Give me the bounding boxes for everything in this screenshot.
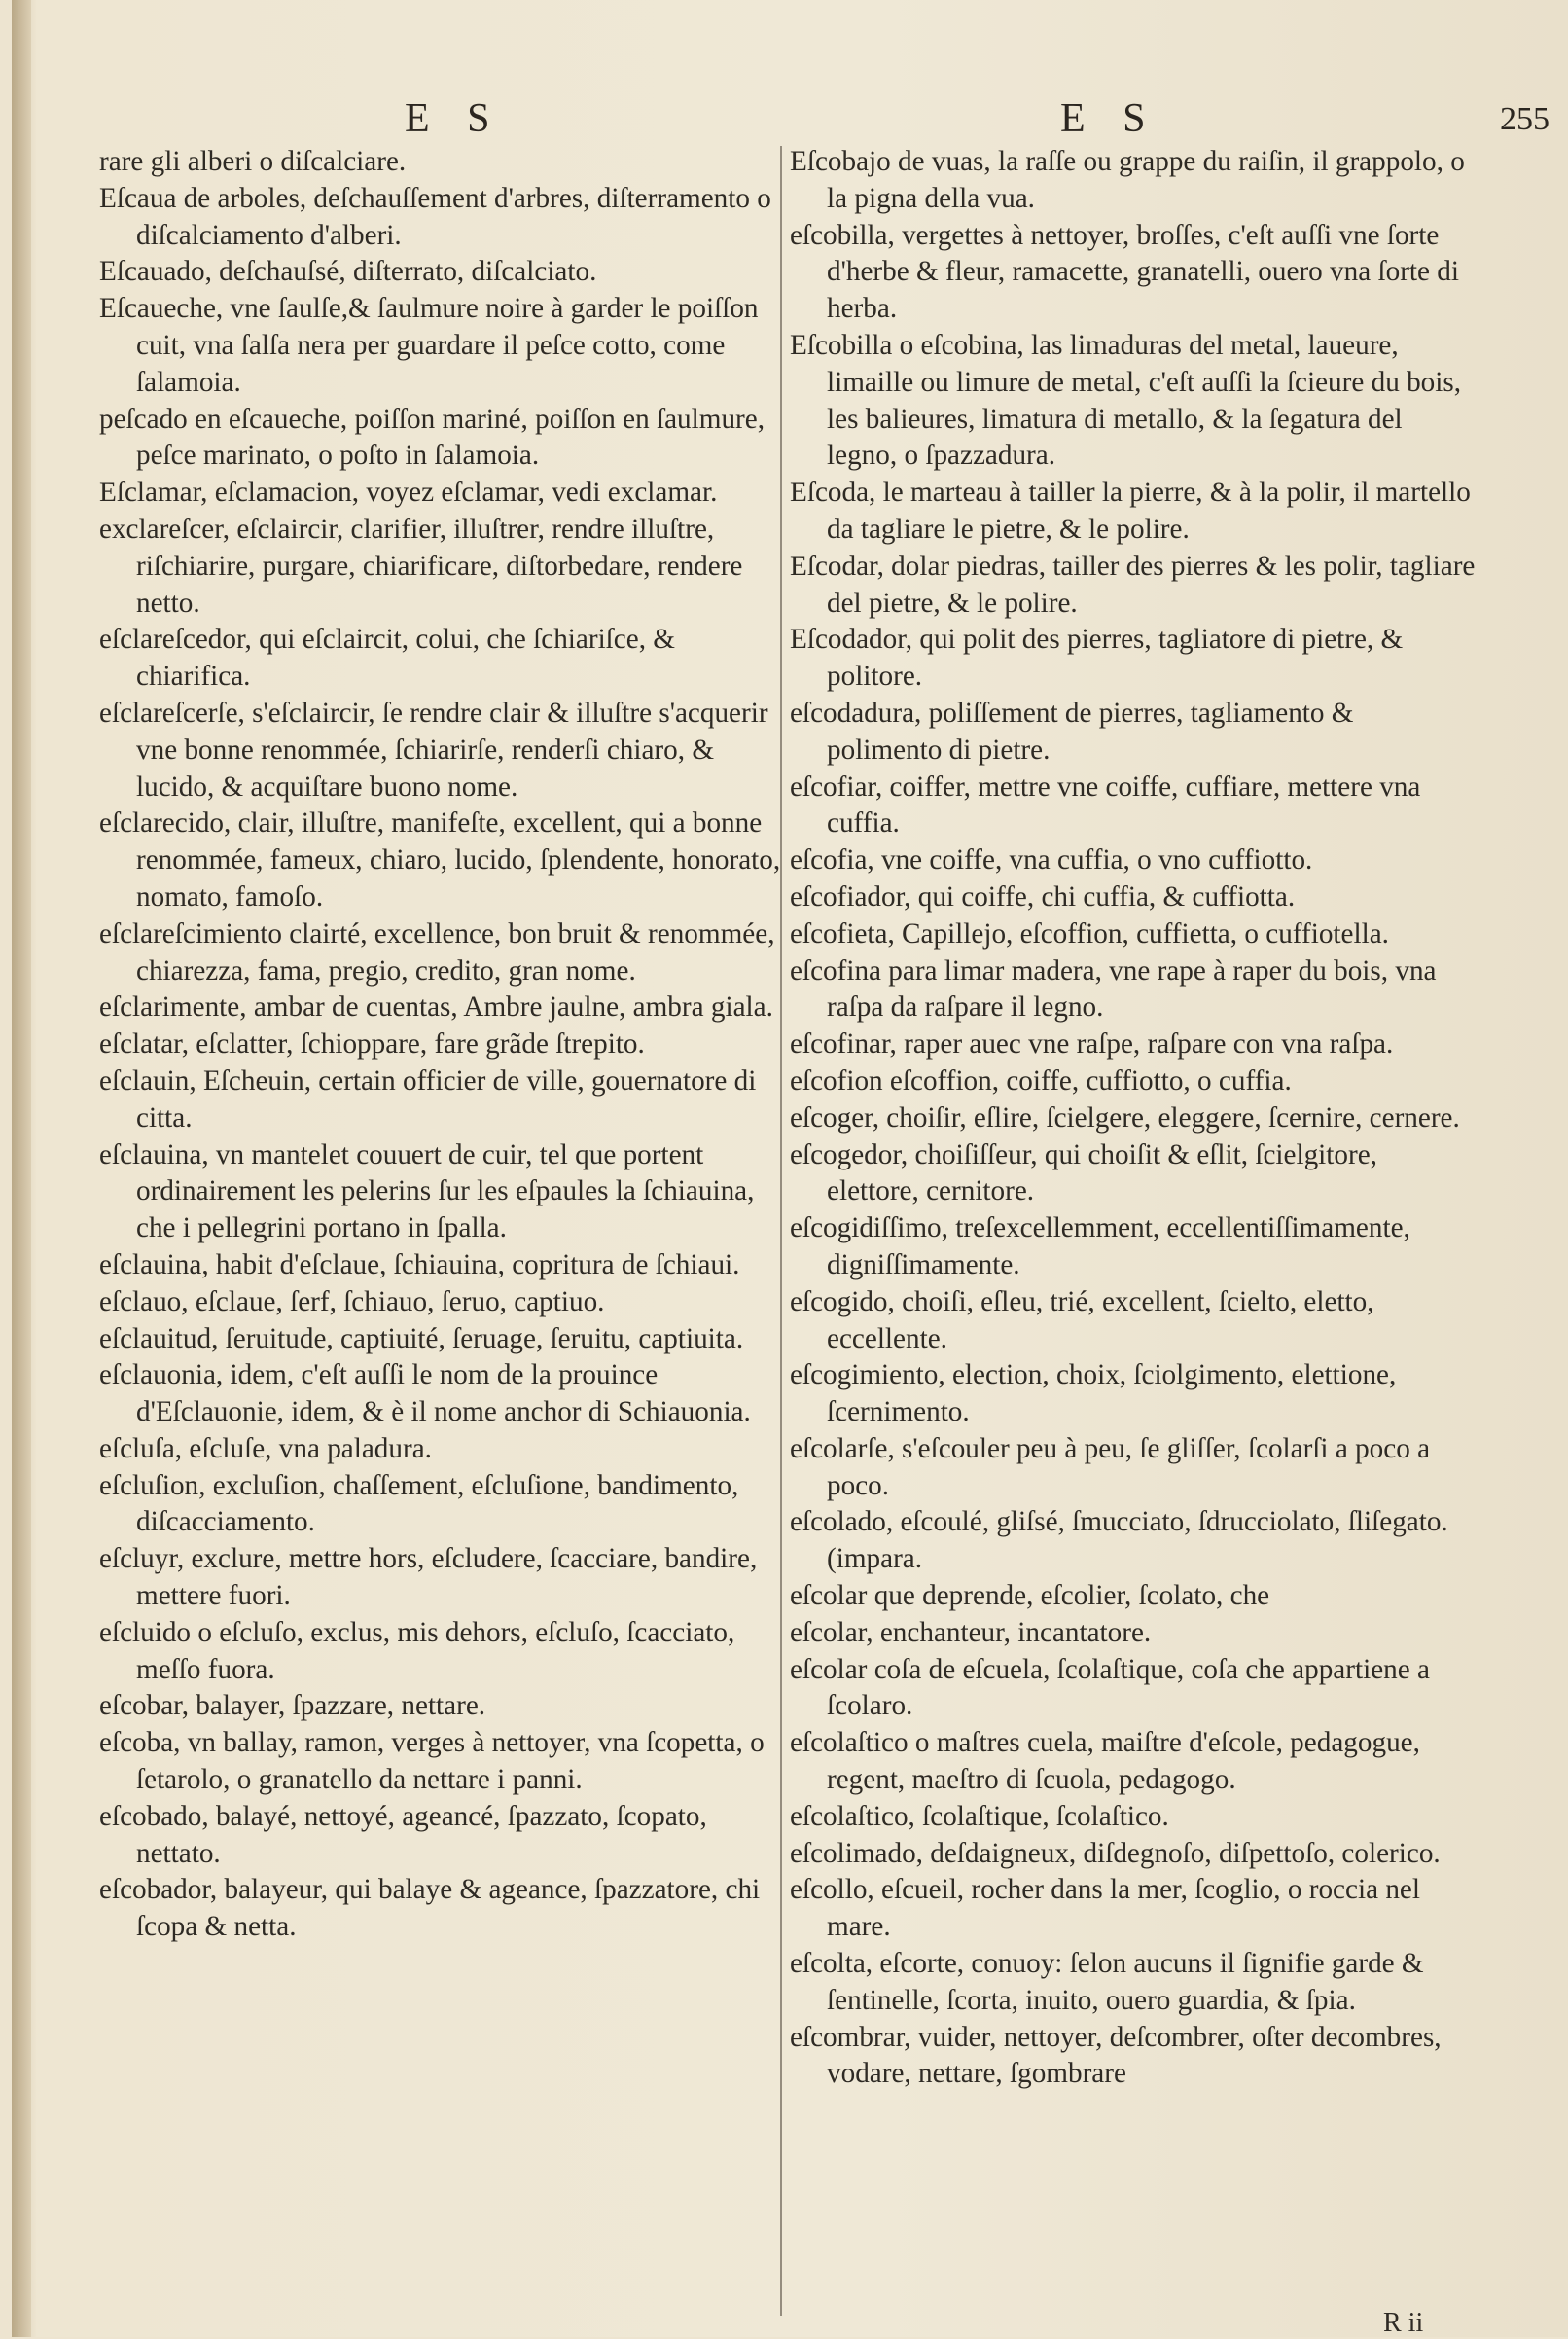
dictionary-entry: eſcogidiſſimo, treſexcellemment, eccellentiſſimamente, digniſſimamente. [790, 1212, 1410, 1280]
dictionary-entry: rare gli alberi o diſcalciare. [99, 146, 407, 177]
dictionary-entry: eſcobilla, vergettes à nettoyer, broſſes, c'eſt auſſi vne ſorte d'herbe & fleur, ramacette, granatelli, ouero vna ſorte di herba. [790, 219, 1459, 325]
dictionary-entry: eſcluſion, excluſion, chaſſement, eſcluſione, bandimento, diſcacciamento. [99, 1469, 739, 1538]
dictionary-entry: eſcofina para limar madera, vne rape à raper du bois, vna raſpa da raſpare il legno. [790, 954, 1437, 1024]
dictionary-entry: eſcombrar, vuider, nettoyer, deſcombrer, oſter decombres, vodare, nettare, ſgombrare [790, 2021, 1442, 2090]
dictionary-entry: eſcolaſtico, ſcolaſtique, ſcolaſtico. [790, 1800, 1169, 1832]
dictionary-entry: eſcolar, enchanteur, incantatore. [790, 1616, 1152, 1648]
dictionary-entry: exclareſcer, eſclaircir, clarifier, illuſtrer, rendre illuſtre, riſchiarire, purgare, chiarificare, diſtorbedare, rendere netto. [99, 513, 743, 619]
dictionary-entry: eſcofiador, qui coiffe, chi cuffia, & cuffiotta. [790, 881, 1296, 913]
dictionary-entry: eſcogimiento, election, choix, ſciolgimento, elettione, ſcernimento. [790, 1359, 1397, 1428]
dictionary-entry: eſcofiar, coiffer, mettre vne coiffe, cuffiare, mettere vna cuffia. [790, 771, 1421, 840]
dictionary-entry: eſcluyr, exclure, mettre hors, eſcludere, ſcacciare, bandire, mettere fuori. [99, 1543, 758, 1612]
dictionary-entry: eſclauina, vn mantelet couuert de cuir, tel que portent ordinairement les pelerins ſur les eſpaules la ſchiauina, che i pellegrini portano in ſpalla. [99, 1138, 755, 1244]
dictionary-entry: eſcofion eſcoffion, coiffe, cuffiotto, o cuffia. [790, 1064, 1292, 1097]
binding-gutter [12, 0, 31, 2337]
dictionary-entry: eſcollo, eſcueil, rocher dans la mer, ſcoglio, o roccia nel mare. [790, 1874, 1420, 1943]
dictionary-entry: eſclauin, Eſcheuin, certain officier de ville, gouernatore di citta. [99, 1064, 757, 1134]
dictionary-entry: eſcoba, vn ballay, ramon, verges à nettoyer, vna ſcopetta, o ſetarolo, o granatello da nettare i panni. [99, 1727, 765, 1796]
header-right: E S [1060, 96, 1159, 141]
dictionary-entry: eſclauina, habit d'eſclaue, ſchiauina, copritura de ſchiaui. [99, 1248, 740, 1280]
dictionary-entry: eſclareſcerſe, s'eſclaircir, ſe rendre clair & illuſtre s'acquerir vne bonne renommée, ſchiarirſe, renderſi chiaro, & lucido, & acquiſtare buono nome. [99, 697, 768, 803]
dictionary-entry: eſclauitud, ſeruitude, captiuité, ſeruage, ſeruitu, captiuita. [99, 1322, 744, 1354]
dictionary-entry: eſcobador, balayeur, qui balaye & ageance, ſpazzatore, chi ſcopa & netta. [99, 1874, 761, 1943]
dictionary-entry: Eſcauado, deſchauſsé, diſterrato, diſcalciato. [99, 256, 597, 288]
dictionary-entry: eſclauo, eſclaue, ſerf, ſchiauo, ſeruo, captiuo. [99, 1285, 605, 1317]
dictionary-entry: eſclatar, eſclatter, ſchioppare, fare grãde ſtrepito. [99, 1028, 645, 1061]
book-page [12, 0, 1568, 2337]
dictionary-entry: Eſcodar, dolar piedras, tailler des pierres & les polir, tagliare del pietre, & le polire. [790, 550, 1476, 619]
dictionary-entry: Eſclamar, eſclamacion, voyez eſclamar, vedi exclamar. [99, 477, 718, 509]
dictionary-entry: Eſcobajo de vuas, la raſſe ou grappe du raiſin, il grappolo, o la pigna della vua. [790, 146, 1465, 214]
dictionary-entry: eſcoger, choiſir, eſlire, ſcielgere, eleggere, ſcernire, cernere. [790, 1101, 1460, 1134]
dictionary-entry: eſcogedor, choiſiſſeur, qui choiſit & eſlit, ſcielgitore, elettore, cernitore. [790, 1138, 1377, 1207]
header-left: E S [405, 96, 504, 141]
left-column [99, 144, 785, 1946]
dictionary-entry: eſcolado, eſcoulé, gliſsé, ſmucciato, ſdrucciolato, ſliſegato. (impara. [790, 1506, 1448, 1575]
catchword: R ii [1383, 2308, 1424, 2338]
dictionary-entry: eſcolta, eſcorte, conuoy: ſelon aucuns il ſignifie garde & ſentinelle, ſcorta, inuito, ouero guardia, & ſpia. [790, 1948, 1424, 2016]
dictionary-entry: eſclareſcimiento clairté, excellence, bon bruit & renommée, chiarezza, fama, pregio, credito, gran nome. [99, 918, 775, 987]
dictionary-entry: eſcolimado, deſdaigneux, diſdegnoſo, diſpettoſo, colerico. [790, 1837, 1441, 1869]
dictionary-entry: Eſcobilla o eſcobina, las limaduras del metal, laueure, limaille ou limure de metal, c'eſt auſſi la ſcieure du bois, les balieures, limatura di metallo, & la ſegatura del legno, o ſpazzadura. [790, 329, 1462, 472]
dictionary-entry: eſclareſcedor, qui eſclaircit, colui, che ſchiariſce, & chiarifica. [99, 624, 676, 693]
dictionary-entry: eſclarimente, ambar de cuentas, Ambre jaulne, ambra giala. [99, 991, 773, 1024]
page-number: 255 [1500, 101, 1550, 137]
dictionary-entry: eſcolaſtico o maſtres cuela, maiſtre d'eſcole, pedagogue, regent, maeſtro di ſcuola, pedagogo. [790, 1727, 1420, 1796]
dictionary-entry: eſcofieta, Capillejo, eſcoffion, cuffietta, o cuffiotella. [790, 918, 1389, 950]
dictionary-entry: Eſcaua de arboles, deſchauſſement d'arbres, diſterramento o diſcalciamento d'alberi. [99, 182, 771, 251]
dictionary-entry: eſcolar que deprende, eſcolier, ſcolato, che [790, 1580, 1270, 1612]
dictionary-entry: eſcolarſe, s'eſcouler peu à peu, ſe gliſſer, ſcolarſi a poco a poco. [790, 1432, 1431, 1501]
dictionary-entry: Eſcaueche, vne ſaulſe,& ſaulmure noire à garder le poiſſon cuit, vna ſalſa nera per guardare il peſce cotto, come ſalamoia. [99, 293, 759, 398]
dictionary-entry: eſclarecido, clair, illuſtre, manifeſte, excellent, qui a bonne renommée, fameux, chiaro, lucido, ſplendente, honorato, nomato, famoſo. [99, 808, 781, 913]
dictionary-entry: eſclauonia, idem, c'eſt auſſi le nom de la prouince d'Eſclauonie, idem, & è il nome anchor di Schiauonia. [99, 1359, 751, 1428]
dictionary-entry: eſcodadura, poliſſement de pierres, tagliamento & polimento di pietre. [790, 697, 1354, 766]
dictionary-entry: peſcado en eſcaueche, poiſſon mariné, poiſſon en ſaulmure, peſce marinato, o poſto in ſalamoia. [99, 403, 766, 472]
dictionary-entry: Eſcodador, qui polit des pierres, tagliatore di pietre, & politore. [790, 624, 1404, 693]
dictionary-entry: eſcofia, vne coiffe, vna cuffia, o vno cuffiotto. [790, 845, 1313, 877]
dictionary-entry: eſcogido, choiſi, eſleu, trié, excellent, ſcielto, eletto, eccellente. [790, 1285, 1374, 1354]
right-column [790, 144, 1476, 2093]
dictionary-entry: Eſcoda, le marteau à tailler la pierre, & à la polir, il martello da tagliare le pietre, & le polire. [790, 477, 1471, 545]
dictionary-entry: eſcolar coſa de eſcuela, ſcolaſtique, coſa che appartiene a ſcolaro. [790, 1653, 1430, 1722]
dictionary-entry: eſcobado, balayé, nettoyé, ageancé, ſpazzato, ſcopato, nettato. [99, 1800, 707, 1869]
dictionary-entry: eſcobar, balayer, ſpazzare, nettare. [99, 1690, 486, 1722]
dictionary-entry: eſcofinar, raper auec vne raſpe, raſpare con vna raſpa. [790, 1028, 1394, 1061]
dictionary-entry: eſcluido o eſcluſo, exclus, mis dehors, eſcluſo, ſcacciato, meſſo fuora. [99, 1616, 735, 1685]
dictionary-entry: eſcluſa, eſcluſe, vna paladura. [99, 1432, 432, 1464]
